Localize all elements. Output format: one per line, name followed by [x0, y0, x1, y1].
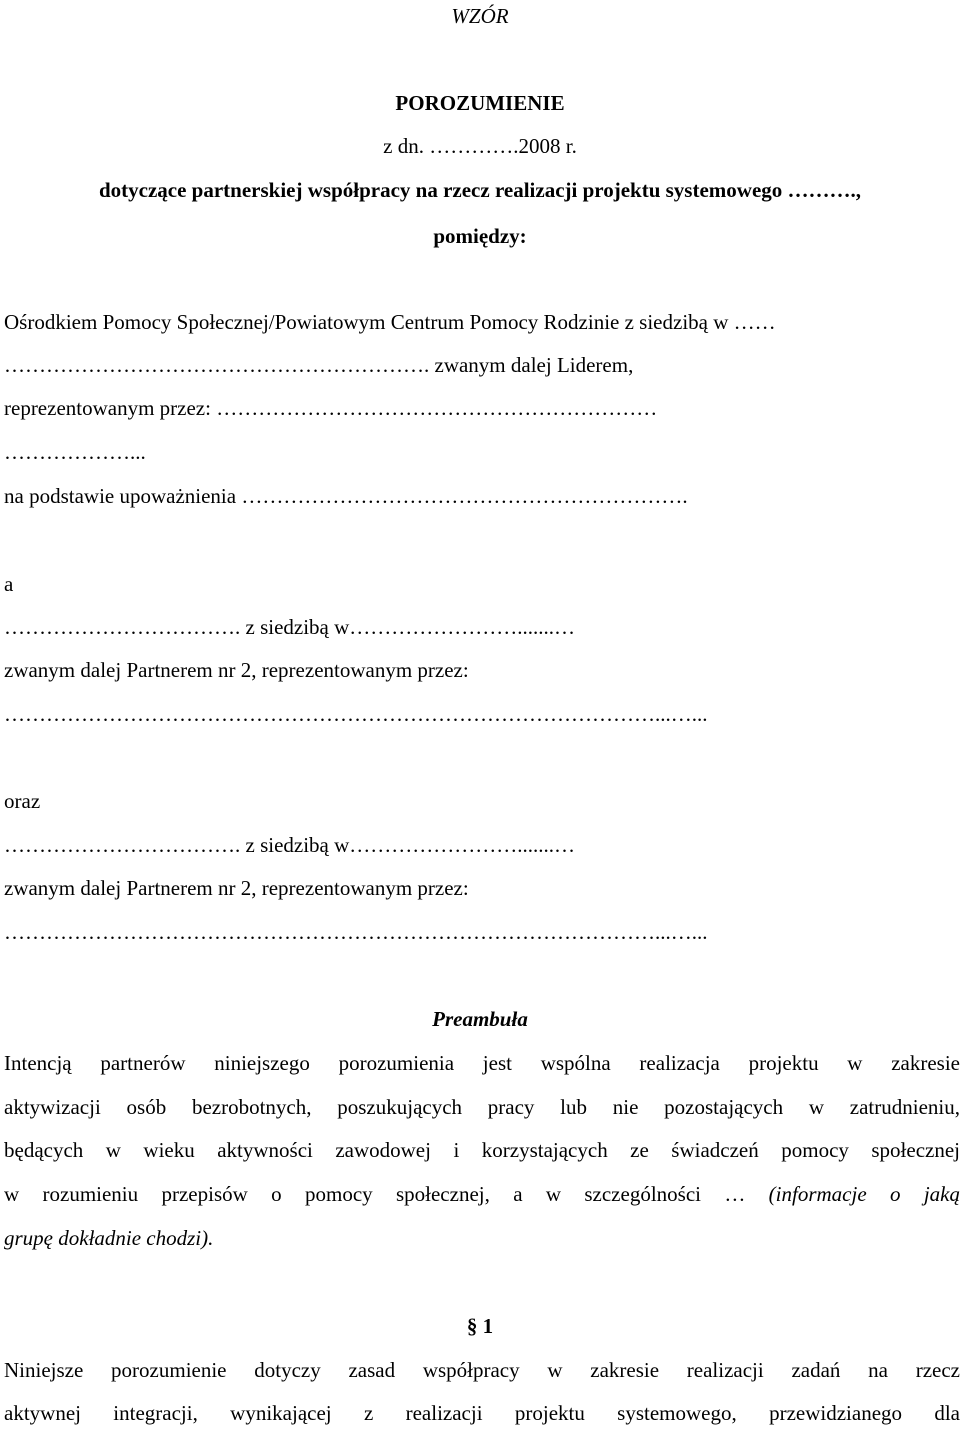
preamble-line-3: będących w wieku aktywności zawodowej i korzystających ze świadczeń pomocy społecznej: [4, 1138, 960, 1162]
leader-line-1: Ośrodkiem Pomocy Społecznej/Powiatowym Centrum Pomocy Rodzinie z siedzibą w ……: [4, 310, 776, 334]
between-line: pomiędzy:: [433, 224, 527, 248]
section-1-line-2: aktywnej integracji, wynikającej z realizacji projektu systemowego, przewidzianego dla: [4, 1401, 960, 1425]
partner3-line-3: …………………………………………………………………………………...…...: [4, 920, 708, 944]
date-line: z dn. ………….2008 r.: [383, 134, 577, 158]
leader-line-5: na podstawie upoważnienia ……………………………………………………….: [4, 484, 688, 508]
template-label: WZÓR: [451, 4, 509, 28]
conjunction-oraz: oraz: [4, 789, 41, 813]
leader-line-3: reprezentowanym przez: ………………………………………………………: [4, 396, 658, 420]
leader-line-2: ……………………………………………………. zwanym dalej Liderem,: [4, 353, 634, 377]
preamble-line-2: aktywizacji osób bezrobotnych, poszukujących pracy lub nie pozostających w zatrudnieniu,: [4, 1095, 960, 1119]
partner2-line-3: …………………………………………………………………………………...…...: [4, 702, 708, 726]
partner2-line-2: zwanym dalej Partnerem nr 2, reprezentowanym przez:: [4, 658, 469, 682]
preamble-line-4-text: w rozumieniu przepisów o pomocy społecznej, a w szczególności …: [4, 1182, 769, 1206]
document-title: POROZUMIENIE: [395, 91, 565, 115]
section-1-line-1: Niniejsze porozumienie dotyczy zasad współpracy w zakresie realizacji zadań na rzecz: [4, 1358, 960, 1382]
preamble-line-4-italic: (informacje o jaką: [768, 1182, 960, 1206]
subject-line: dotyczące partnerskiej współpracy na rzecz realizacji projektu systemowego ……….,: [98, 178, 862, 202]
leader-line-4: ………………...: [4, 440, 146, 464]
conjunction-a: a: [4, 572, 14, 596]
preamble-line-1: Intencją partnerów niniejszego porozumienia jest wspólna realizacja projektu w zakresie: [4, 1051, 960, 1075]
partner2-line-1: ……………………………. z siedzibą w…………………….......…: [4, 615, 576, 639]
preamble-line-4: [4, 1180, 960, 1208]
section-1-heading: § 1: [466, 1314, 494, 1338]
preamble-line-5: grupę dokładnie chodzi).: [4, 1226, 214, 1250]
partner3-line-2: zwanym dalej Partnerem nr 2, reprezentowanym przez:: [4, 876, 469, 900]
preamble-heading: Preambuła: [432, 1007, 528, 1031]
partner3-line-1: ……………………………. z siedzibą w…………………….......…: [4, 833, 576, 857]
